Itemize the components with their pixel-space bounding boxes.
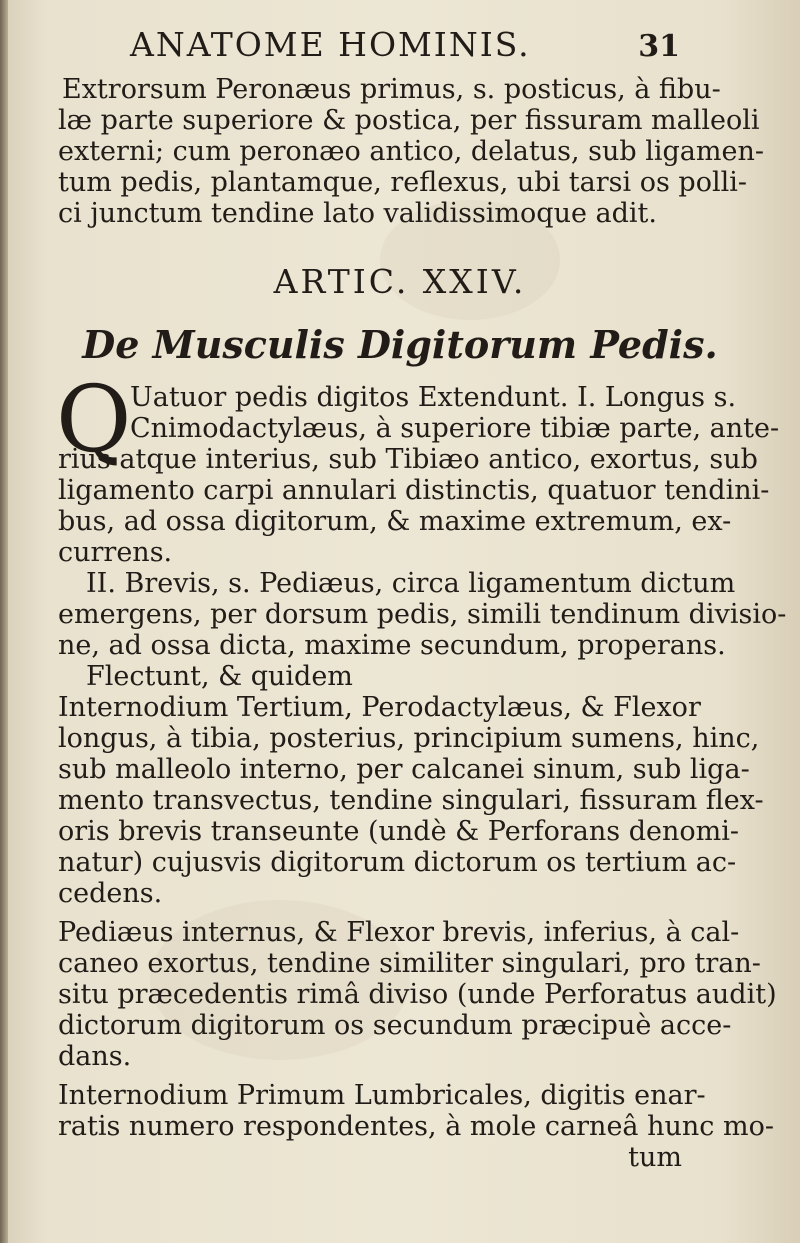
- text-line: tum pedis, plantamque, reflexus, ubi tarsi os polli-: [58, 167, 747, 198]
- text-line: Extrorsum Peronæus primus, s. posticus, à fibu-: [62, 74, 721, 105]
- page-number: 31: [638, 29, 680, 64]
- text-line: natur) cujusvis digitorum dictorum os tertium ac-: [58, 847, 737, 878]
- text-line: currens.: [58, 537, 173, 568]
- text-line: dictorum digitorum os secundum præcipuè acce-: [58, 1010, 732, 1041]
- page-gutter-shadow: [0, 0, 8, 1243]
- text-line: dans.: [58, 1041, 132, 1072]
- text-line: ratis numero respondentes, à mole carneâ hunc mo-: [58, 1111, 774, 1142]
- text-line: emergens, per dorsum pedis, simili tendinum divisio-: [58, 599, 787, 630]
- text-line: Flectunt, & quidem: [86, 661, 353, 692]
- running-title: ANATOME HOMINIS.: [130, 25, 531, 64]
- text-line: ligamento carpi annulari distinctis, quatuor tendini-: [58, 475, 770, 506]
- page-header: [130, 20, 680, 70]
- text-line: longus, à tibia, posterius, principium sumens, hinc,: [58, 723, 760, 754]
- article-title: ARTIC. XXIV.: [273, 262, 527, 301]
- text-line: situ præcedentis rimâ diviso (unde Perforatus audit): [58, 979, 777, 1010]
- drop-capital: Q: [56, 366, 132, 473]
- text-line: mento transvectus, tendine singulari, fissuram flex-: [58, 785, 764, 816]
- text-line: ne, ad ossa dicta, maxime secundum, properans.: [58, 630, 726, 661]
- text-line: læ parte superiore & postica, per fissuram malleoli: [58, 105, 760, 136]
- text-line: tum: [628, 1142, 682, 1173]
- text-line: rius atque interius, sub Tibiæo antico, exortus, sub: [58, 444, 758, 475]
- text-line: cedens.: [58, 878, 163, 909]
- text-line: Internodium Tertium, Perodactylæus, & Flexor: [58, 692, 701, 723]
- text-line: sub malleolo interno, per calcanei sinum, sub liga-: [58, 754, 750, 785]
- text-line: oris brevis transeunte (undè & Perforans denomi-: [58, 816, 739, 847]
- text-line: externi; cum peronæo antico, delatus, sub ligamen-: [58, 136, 764, 167]
- text-line: bus, ad ossa digitorum, & maxime extremum, ex-: [58, 506, 732, 537]
- text-line: caneo exortus, tendine similiter singulari, pro tran-: [58, 948, 761, 979]
- text-line: II. Brevis, s. Pediæus, circa ligamentum dictum: [86, 568, 736, 599]
- text-line: Internodium Primum Lumbricales, digitis enar-: [58, 1080, 706, 1111]
- text-line: Cnimodactylæus, à superiore tibiæ parte, ante-: [130, 413, 780, 444]
- chapter-title: De Musculis Digitorum Pedis.: [82, 322, 718, 367]
- text-line: Uatuor pedis digitos Extendunt. I. Longus s.: [130, 382, 737, 413]
- text-line: ci junctum tendine lato validissimoque adit.: [58, 198, 657, 229]
- text-line: Pediæus internus, & Flexor brevis, inferius, à cal-: [58, 917, 740, 948]
